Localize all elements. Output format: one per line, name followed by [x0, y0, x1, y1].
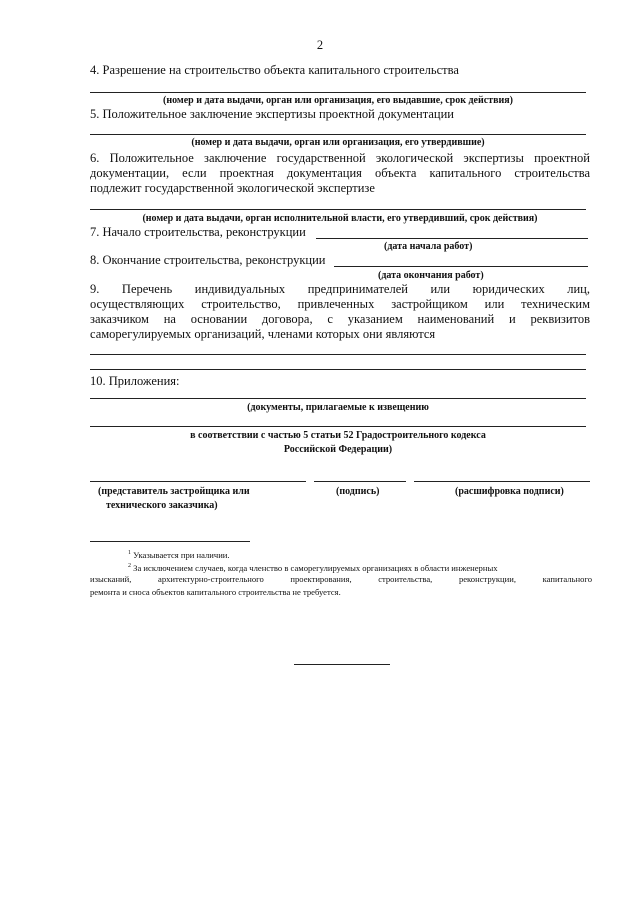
footnote-1-marker: 1 [128, 550, 131, 556]
section-6-line [90, 209, 586, 210]
section-10-caption: (документы, прилагаемые к извещению [247, 402, 429, 413]
section-10-line [90, 398, 586, 399]
section-9-line-2: осуществляющих строительство, привлеченных застройщиком или техническим [90, 297, 590, 311]
section-4-line [90, 92, 586, 93]
section-5-caption: (номер и дата выдачи, орган или организация, его утвердившие) [191, 137, 485, 148]
section-6-line-3: подлежит государственной экологической экспертизе [90, 181, 375, 195]
section-10-line-2 [90, 426, 586, 427]
footnote-2-line-2: изысканий, архитектурно-строительного проектирования, строительства, реконструкции, капитального [90, 574, 592, 584]
section-8-caption: (дата окончания работ) [378, 270, 484, 281]
section-5-title: 5. Положительное заключение экспертизы проектной документации [90, 107, 454, 121]
signature-caption-decoding: (расшифровка подписи) [455, 486, 564, 497]
closing-rule [294, 664, 390, 665]
signature-line-representative [90, 481, 306, 482]
section-6-caption: (номер и дата выдачи, орган исполнительной власти, его утвердивший, срок действия) [142, 213, 538, 224]
section-9-line-a [90, 354, 586, 355]
footnote-2-marker: 2 [128, 563, 131, 569]
section-10-basis-1: в соответствии с частью 5 статьи 52 Градостроительного кодекса [190, 430, 486, 441]
footnote-2-line-3: ремонта и сноса объектов капитального строительства не требуется. [90, 587, 341, 597]
signature-caption-representative-1: (представитель застройщика или [98, 486, 250, 497]
section-6-line-1: 6. Положительное заключение государственной экологической экспертизы проектной [90, 151, 590, 165]
section-7-line [316, 238, 588, 239]
section-9-line-1: 9. Перечень индивидуальных предпринимателей или юридических лиц, [90, 282, 590, 296]
signature-caption-signature: (подпись) [336, 486, 380, 497]
section-9-line-4: саморегулируемых организаций, членами которых они являются [90, 327, 436, 341]
section-9-line-3: заказчиком на основании договора, с указанием наименований и реквизитов [90, 312, 590, 326]
section-10-basis-2: Российской Федерации) [283, 444, 393, 455]
section-10-title: 10. Приложения: [90, 374, 180, 388]
footnote-1-text: Указывается при наличии. [133, 549, 230, 560]
section-4-title: 4. Разрешение на строительство объекта капитального строительства [90, 63, 459, 77]
section-7-caption: (дата начала работ) [384, 241, 473, 252]
signature-line-decoding [414, 481, 590, 482]
page-number: 2 [316, 38, 324, 52]
section-9-line-b [90, 369, 586, 370]
footnote-separator [90, 541, 250, 542]
section-8-title: 8. Окончание строительства, реконструкции [90, 253, 326, 267]
section-5-line [90, 134, 586, 135]
section-7-title: 7. Начало строительства, реконструкции [90, 225, 306, 239]
section-4-caption: (номер и дата выдачи, орган или организация, его выдавшие, срок действия) [163, 95, 513, 106]
signature-caption-representative-2: технического заказчика) [106, 500, 218, 511]
footnote-2-text-1: За исключением случаев, когда членство в саморегулируемых организациях в области инженерных [133, 562, 498, 573]
section-6-line-2: документации, если проектная документация объекта капитального строительства [90, 166, 590, 180]
section-8-line [334, 266, 588, 267]
signature-line-signature [314, 481, 406, 482]
